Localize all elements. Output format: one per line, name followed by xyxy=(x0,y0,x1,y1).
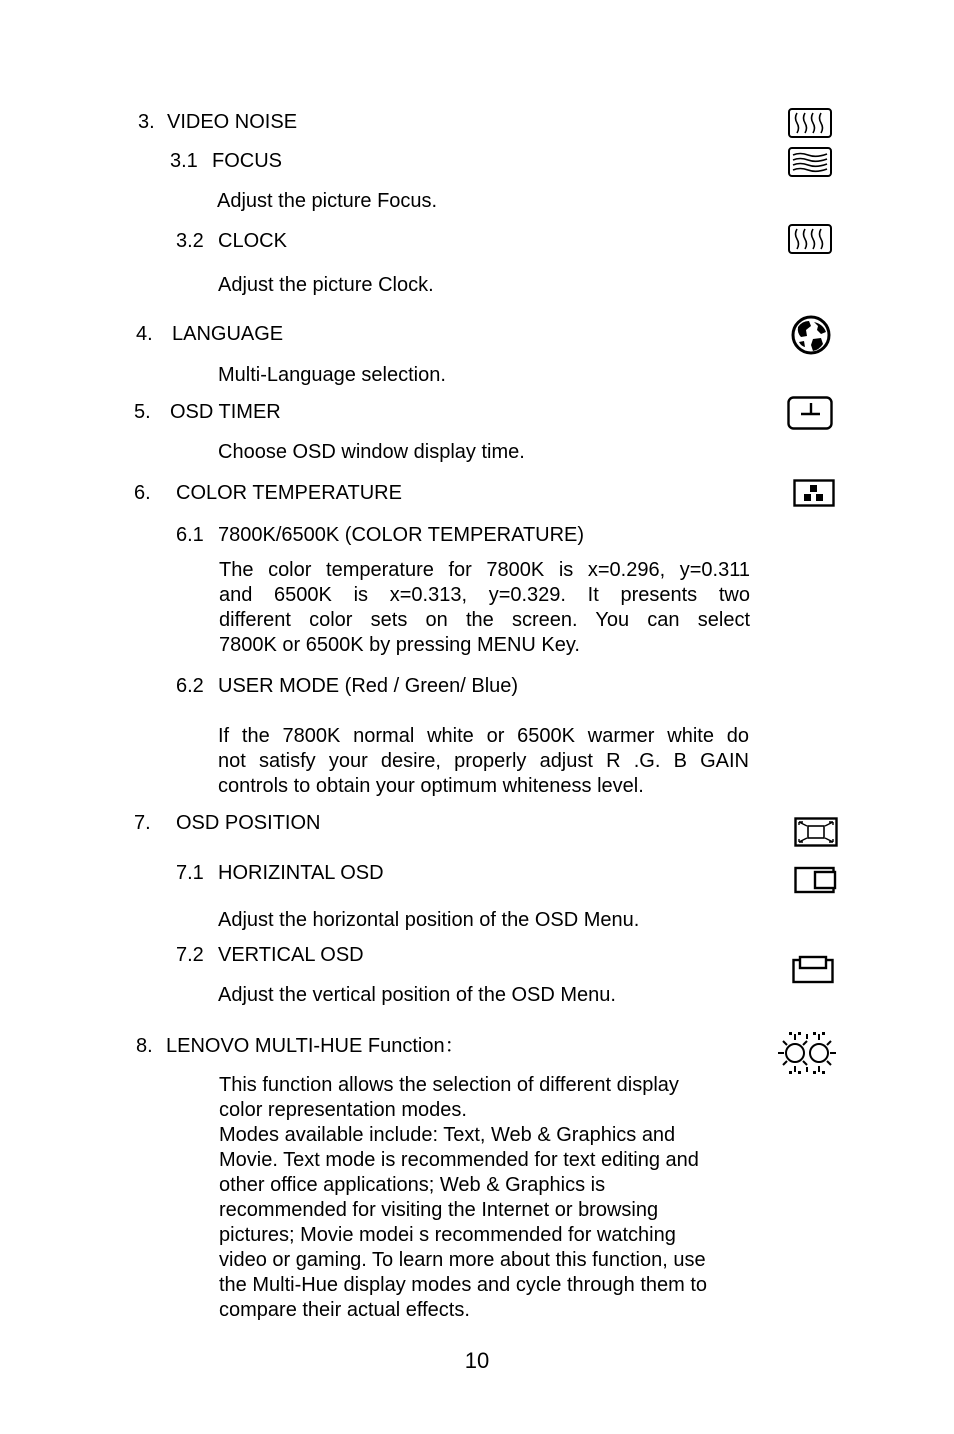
section-7-2-desc: Adjust the vertical position of the OSD Menu. xyxy=(218,984,616,1006)
section-5-desc: Choose OSD window display time. xyxy=(218,441,525,463)
section-5-title: OSD TIMER xyxy=(170,401,281,423)
section-5-number: 5. xyxy=(134,401,151,423)
paragraph-line: Modes available include: Text, Web & Graphics and xyxy=(219,1124,676,1146)
paragraph-line: pictures; Movie modei s recommended for watching xyxy=(219,1224,676,1246)
section-7-1-title: HORIZINTAL OSD xyxy=(218,862,384,884)
section-3-2-desc: Adjust the picture Clock. xyxy=(218,274,434,296)
section-3-1-desc: Adjust the picture Focus. xyxy=(217,190,438,212)
section-4-title: LANGUAGE xyxy=(172,323,284,345)
paragraph-line: 7800K or 6500K by pressing MENU Key. xyxy=(219,634,580,656)
paragraph-line: video or gaming. To learn more about this function, use xyxy=(219,1249,706,1271)
section-6-1-title: 7800K/6500K (COLOR TEMPERATURE) xyxy=(218,524,585,546)
section-3-1-title: FOCUS xyxy=(212,150,282,172)
section-8-title: LENOVO MULTI-HUE Function： xyxy=(166,1035,465,1057)
paragraph-line: and 6500K is x=0.313, y=0.329. It presents two xyxy=(219,584,750,606)
paragraph-line: This function allows the selection of different display xyxy=(219,1074,679,1096)
section-6-1-number: 6.1 xyxy=(176,524,204,546)
paragraph-line: other office applications; Web & Graphics is xyxy=(219,1174,606,1196)
paragraph-line: color representation modes. xyxy=(219,1099,467,1121)
paragraph-line: If the 7800K normal white or 6500K warmer white do xyxy=(218,725,749,747)
section-7-2-number: 7.2 xyxy=(176,944,204,966)
section-3-2-title: CLOCK xyxy=(218,230,287,252)
multi-hue-icon xyxy=(776,1030,838,1076)
color-temperature-icon xyxy=(793,479,835,507)
section-3-number: 3. xyxy=(138,111,155,133)
section-6-2-title: USER MODE (Red / Green/ Blue) xyxy=(218,675,519,697)
paragraph-line: compare their actual effects. xyxy=(219,1299,470,1321)
paragraph-line: the Multi-Hue display modes and cycle through them to xyxy=(219,1274,708,1296)
section-4-desc: Multi-Language selection. xyxy=(218,364,446,386)
focus-icon xyxy=(788,147,832,177)
paragraph-line: recommended for visiting the Internet or browsing xyxy=(219,1199,659,1221)
section-3-2-number: 3.2 xyxy=(176,230,204,252)
paragraph-line: different color sets on the screen. You can select xyxy=(219,609,750,631)
section-6-number: 6. xyxy=(134,482,151,504)
section-7-1-number: 7.1 xyxy=(176,862,204,884)
horizontal-osd-icon xyxy=(794,865,838,895)
section-6-2-number: 6.2 xyxy=(176,675,204,697)
section-8-paragraph xyxy=(219,1073,759,1323)
page-number: 10 xyxy=(464,1348,490,1373)
section-4-number: 4. xyxy=(136,323,153,345)
language-globe-icon xyxy=(790,315,832,355)
paragraph-line: controls to obtain your optimum whiteness level. xyxy=(218,775,644,797)
osd-timer-icon xyxy=(787,396,833,430)
section-8-number: 8. xyxy=(136,1035,153,1057)
section-6-2-paragraph xyxy=(218,724,749,799)
paragraph-line: not satisfy your desire, properly adjust R .G. B GAIN xyxy=(218,750,749,772)
section-3-title: VIDEO NOISE xyxy=(167,111,298,133)
paragraph-line: The color temperature for 7800K is x=0.296, y=0.311 xyxy=(219,559,750,581)
section-7-1-desc: Adjust the horizontal position of the OSD Menu. xyxy=(218,909,640,931)
section-6-1-paragraph xyxy=(219,558,750,658)
vertical-osd-icon xyxy=(792,955,836,985)
section-7-number: 7. xyxy=(134,812,151,834)
paragraph-line: Movie. Text mode is recommended for text editing and xyxy=(219,1149,699,1171)
clock-icon xyxy=(788,224,832,254)
section-7-title: OSD POSITION xyxy=(176,812,321,834)
osd-position-icon xyxy=(794,817,838,847)
section-6-title: COLOR TEMPERATURE xyxy=(176,482,402,504)
video-noise-icon xyxy=(788,108,832,138)
section-3-1-number: 3.1 xyxy=(170,150,198,172)
section-7-2-title: VERTICAL OSD xyxy=(218,944,364,966)
